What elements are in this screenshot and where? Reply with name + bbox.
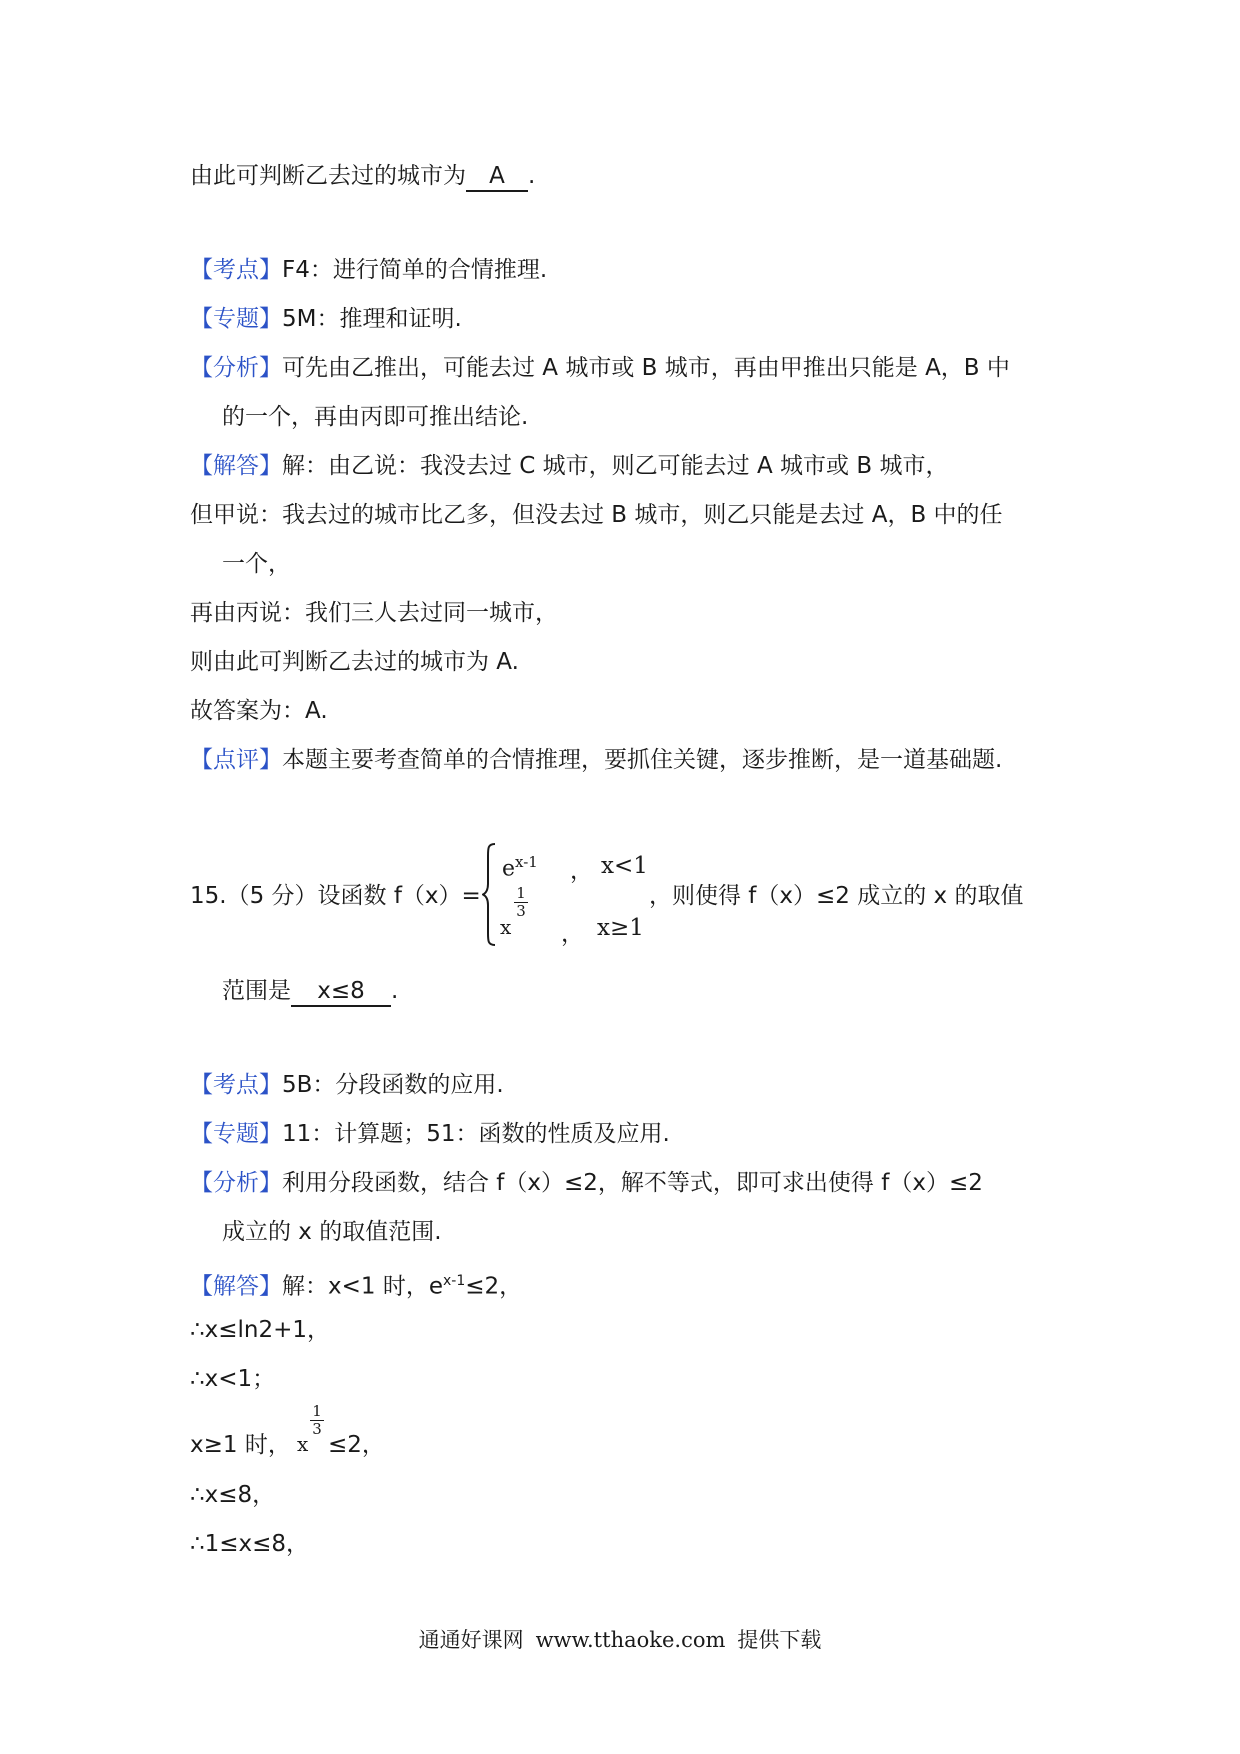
step3-base: x xyxy=(297,1432,309,1456)
q14-jieda-5: 则由此可判断乙去过的城市为 A. xyxy=(190,649,519,675)
intro-text: 由此可判断乙去过的城市为 xyxy=(190,163,466,189)
piece2-cond: x≥1 xyxy=(597,915,644,941)
kaodian-tag: 【考点】 xyxy=(190,257,282,283)
q14-jieda-3: 一个， xyxy=(222,551,291,577)
piece2-sep: ， xyxy=(561,921,584,947)
piece2-base: x xyxy=(500,915,512,939)
fenxi-tag: 【分析】 xyxy=(190,355,282,381)
q15-answer-blank: x≤8 xyxy=(291,977,391,1007)
q14-fenxi-cont: 的一个，再由丙即可推出结论. xyxy=(222,404,529,430)
q15-jieda: 【解答】解：x<1 时，$e^{x-1}\le 2$， xyxy=(190,1273,523,1300)
q14-fenxi: 【分析】可先由乙推出，可能去过 A 城市或 B 城市，再由甲推出只能是 A，B 中 xyxy=(190,355,1010,381)
q14-jieda-2: 但甲说：我去过的城市比乙多，但没去过 B 城市，则乙只能是去过 A，B 中的任 xyxy=(190,502,1003,528)
q14-jieda-6: 故答案为：A. xyxy=(190,698,328,724)
q15-step-3: x≥1 时， xyxy=(190,1432,291,1458)
dianping-tag: 【点评】 xyxy=(190,747,282,773)
step3-exponent: 1 3 xyxy=(310,1403,324,1438)
footer-site: 通通好课网 xyxy=(418,1628,524,1652)
q14-jieda-4: 再由丙说：我们三人去过同一城市， xyxy=(190,600,558,626)
q15-fenxi: 【分析】利用分段函数，结合 f（x）≤2，解不等式，即可求出使得 f（x）≤2 xyxy=(190,1170,983,1196)
piecewise-brace xyxy=(482,842,496,947)
q15-step-1: ∴x≤ln2+1， xyxy=(190,1317,331,1343)
answer-blank: A xyxy=(466,162,528,192)
jieda-tag: 【解答】 xyxy=(190,453,282,479)
q15-stem-line2: 范围是 x≤8 . xyxy=(222,976,398,1007)
step3-tail: ≤2， xyxy=(328,1432,385,1458)
q15-step-5: ∴1≤x≤8， xyxy=(190,1531,310,1557)
intro-line: 由此可判断乙去过的城市为 A . xyxy=(190,161,535,192)
piece2-exponent: 1 3 xyxy=(514,885,528,920)
q14-jieda: 【解答】解：由乙说：我没去过 C 城市，则乙可能去过 A 城市或 B 城市， xyxy=(190,453,949,479)
footer-url[interactable]: www.tthaoke.com xyxy=(535,1628,726,1652)
q15-step-2: ∴x<1； xyxy=(190,1366,276,1392)
footer-note: 提供下载 xyxy=(737,1628,822,1652)
zhuanti-tag: 【专题】 xyxy=(190,306,282,332)
q15-zhuanti: 【专题】11：计算题；51：函数的性质及应用. xyxy=(190,1121,670,1147)
q14-kaodian: 【考点】F4：进行简单的合情推理. xyxy=(190,257,548,283)
q15-step-4: ∴x≤8， xyxy=(190,1482,276,1508)
piece1-sep: ， xyxy=(570,858,593,884)
q15-fenxi-cont: 成立的 x 的取值范围. xyxy=(222,1219,442,1245)
q15-stem-suffix: ，则使得 f（x）≤2 成立的 x 的取值 xyxy=(649,883,1024,909)
q15-kaodian: 【考点】5B：分段函数的应用. xyxy=(190,1072,504,1098)
page-footer xyxy=(0,1624,1240,1654)
piece1-cond: x<1 xyxy=(601,853,648,879)
q14-zhuanti: 【专题】5M：推理和证明. xyxy=(190,306,462,332)
q14-dianping: 【点评】本题主要考查简单的合情推理，要抓住关键，逐步推断，是一道基础题. xyxy=(190,747,1003,773)
q15-stem-prefix: 15.（5 分）设函数 f（x）= xyxy=(190,883,481,909)
piece1-expr: $e^{x-1}$ xyxy=(502,853,538,882)
